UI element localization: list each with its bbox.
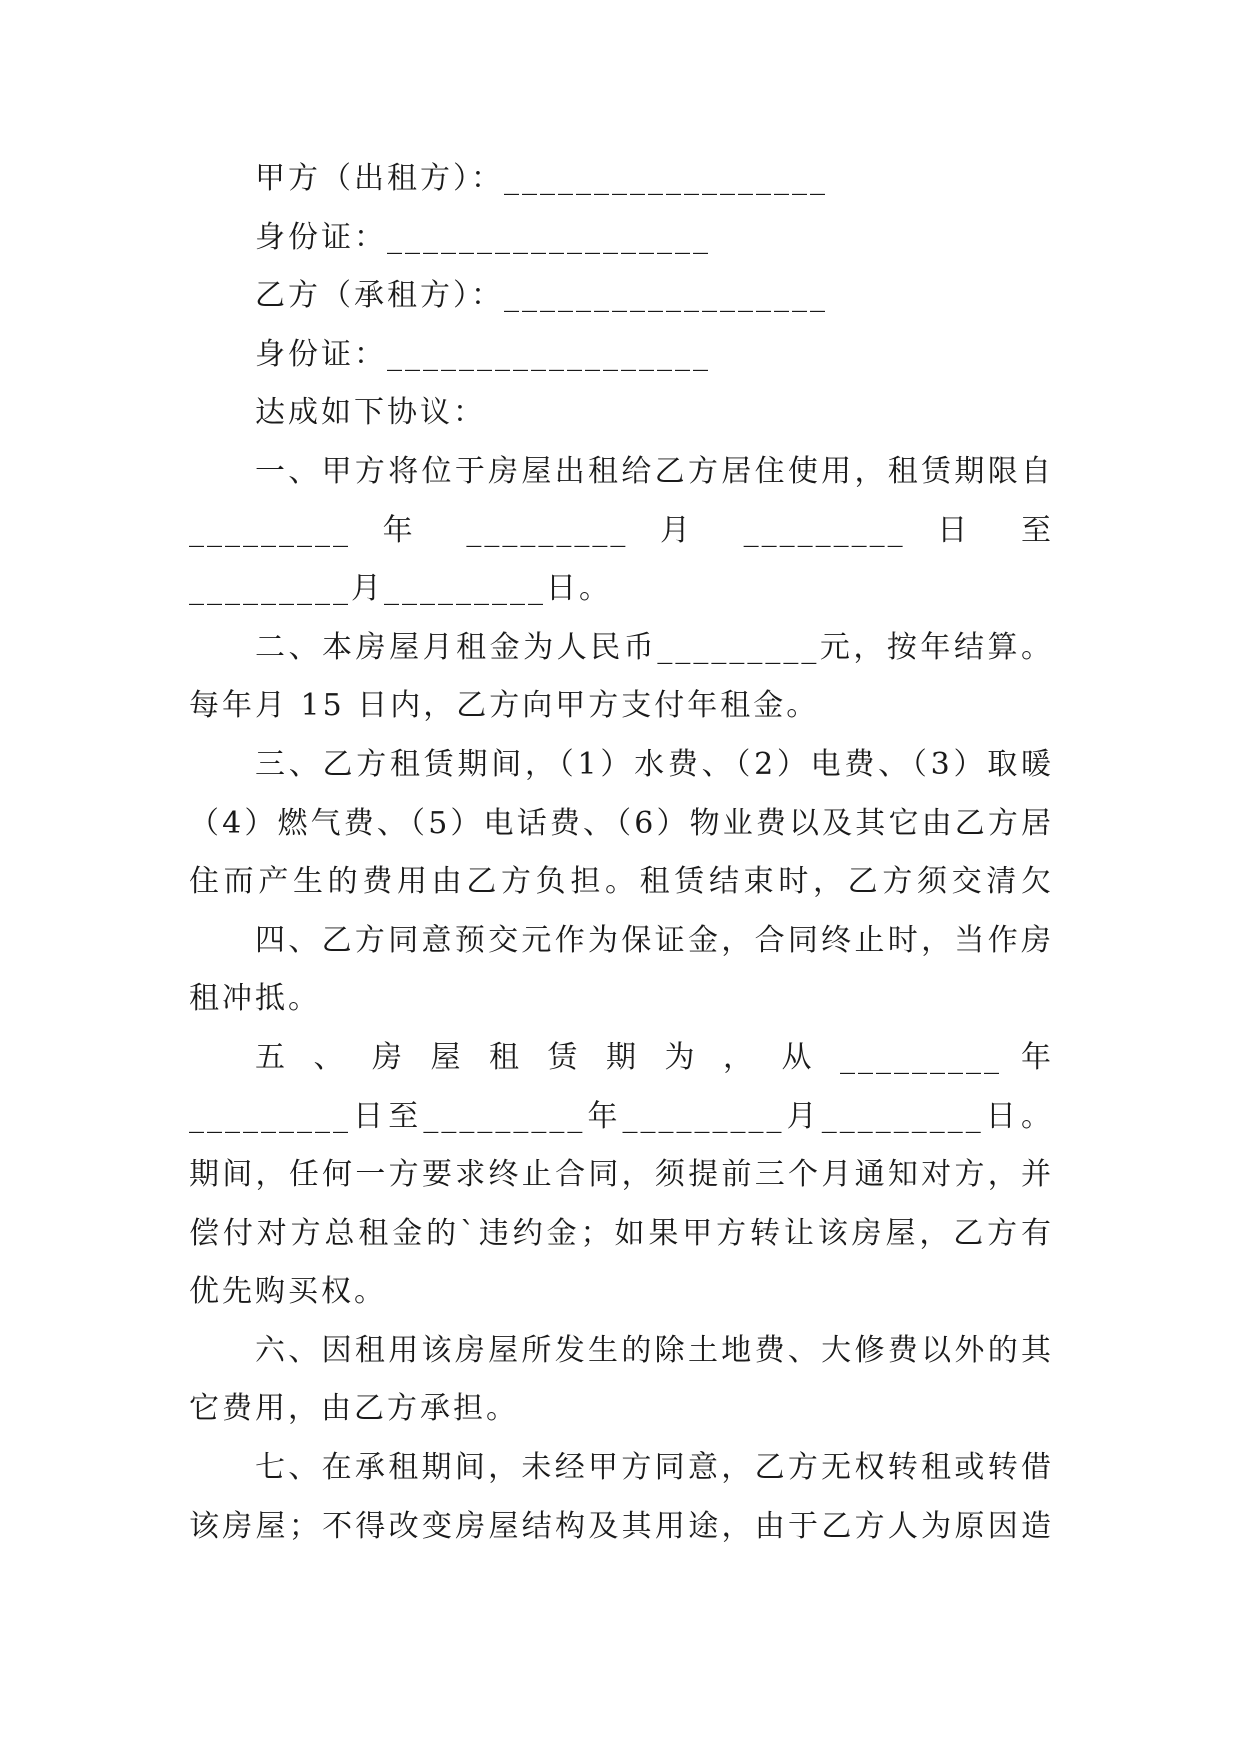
clause-4-line-2: 租冲抵。 [189, 981, 321, 1017]
lessor-name-line: 甲方（出租方）：__________________ [255, 161, 828, 196]
lessor-id-line: 身份证：__________________ [255, 219, 711, 255]
clause-5-line-2: _________日至_________年_________月_________日。 [189, 1098, 1054, 1134]
clause-2-line-2: 每年月 15 日内，乙方向甲方支付年租金。 [189, 688, 820, 724]
lessee-id-line: 身份证：__________________ [255, 336, 711, 372]
clause-1-line-3: _________月_________日。 [189, 571, 612, 607]
clause-5-line-5: 优先购买权。 [189, 1274, 387, 1310]
clause-5-line-4: 偿付对方总租金的`违约金；如果甲方转让该房屋，乙方有 [189, 1215, 1054, 1251]
clause-7-line-1: 七、在承租期间，未经甲方同意，乙方无权转租或转借 [255, 1450, 1054, 1486]
clause-1-line-1: 一、甲方将位于房屋出租给乙方居住使用，租赁期限自 [255, 453, 1054, 489]
clause-3-line-2: （4）燃气费、（5）电话费、（6）物业费以及其它由乙方居 [189, 805, 1054, 841]
agreement-intro: 达成如下协议： [255, 395, 486, 431]
clause-4-line-1: 四、乙方同意预交元作为保证金，合同终止时，当作房 [255, 922, 1054, 958]
clause-1-line-2: _________ 年 _________ 月 _________ 日 至 [189, 512, 1054, 548]
clause-3-line-1: 三、乙方租赁期间，（1）水费、（2）电费、（3）取暖 [255, 746, 1054, 782]
lessee-name-line: 乙方（承租方）：__________________ [255, 278, 828, 314]
clause-6-line-1: 六、因租用该房屋所发生的除土地费、大修费以外的其 [255, 1332, 1054, 1368]
clause-5-line-3: 期间，任何一方要求终止合同，须提前三个月通知对方，并 [189, 1157, 1054, 1193]
clause-7-line-2: 该房屋；不得改变房屋结构及其用途，由于乙方人为原因造 [189, 1508, 1054, 1544]
contract-body [189, 150, 1054, 1556]
clause-3-line-3: 住而产生的费用由乙方负担。租赁结束时，乙方须交清欠 [189, 864, 1054, 900]
clause-5-line-1: 五 、 房 屋 租 赁 期 为 ， 从 _________ 年 [255, 1039, 1054, 1075]
clause-2-line-1: 二、本房屋月租金为人民币_________元，按年结算。 [255, 629, 1054, 665]
clause-6-line-2: 它费用，由乙方承担。 [189, 1391, 519, 1427]
